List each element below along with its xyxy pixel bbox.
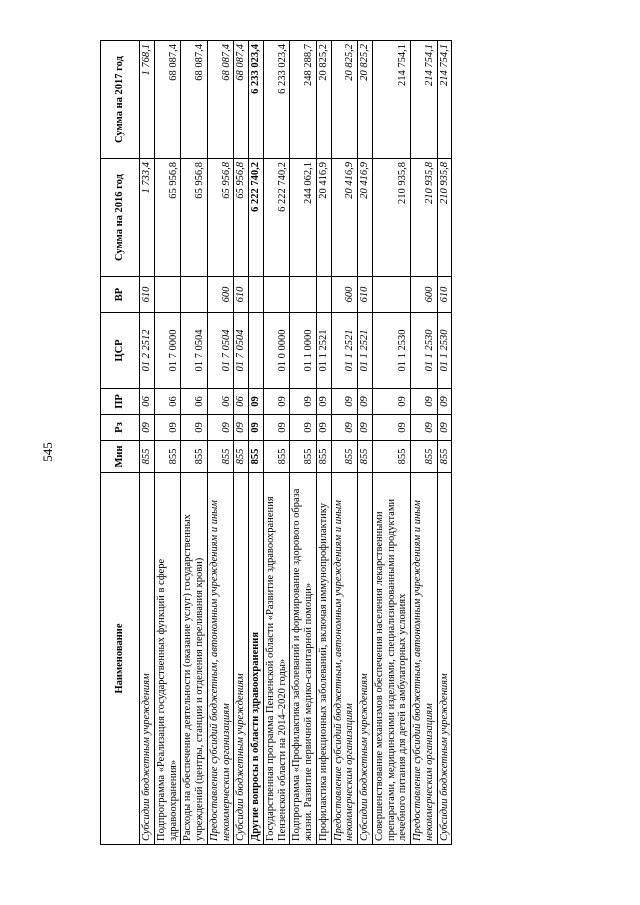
cell-s2016: 6 222 740,2 — [249, 159, 264, 277]
cell-csr: 01 1 2521 — [316, 313, 331, 389]
cell-s2017: 20 825,2 — [316, 41, 331, 159]
cell-pr: 09 — [437, 389, 452, 415]
cell-name: Предоставление субсидий бюджетным, автономным учреждениям и иным некоммерческим организациям — [207, 473, 234, 845]
header-csr: ЦСР — [101, 313, 140, 389]
cell-csr: 01 1 2530 — [437, 313, 452, 389]
header-name: Наименование — [101, 473, 140, 845]
cell-pr: 06 — [154, 389, 181, 415]
cell-name: Совершенствование механизмов обеспечения населения лекарственными препаратами, медицинскими изделиями, специализированными продуктами лечебного питания для детей в амбулаторных условиях — [372, 473, 410, 845]
cell-pr: 09 — [249, 389, 264, 415]
cell-min: 855 — [181, 441, 208, 473]
cell-s2017: 214 754,1 — [411, 41, 438, 159]
cell-s2016: 65 956,8 — [181, 159, 208, 277]
cell-min: 855 — [249, 441, 264, 473]
header-row — [101, 41, 140, 845]
cell-rz: 09 — [263, 415, 290, 441]
cell-vr: 610 — [358, 277, 373, 313]
table-row — [290, 41, 317, 845]
cell-rz: 09 — [411, 415, 438, 441]
cell-name: Подпрограмма «Реализация государственных функций в сфере здравоохранения» — [154, 473, 181, 845]
header-vr: ВР — [101, 277, 140, 313]
cell-s2016: 65 956,8 — [234, 159, 249, 277]
cell-s2017: 20 825,2 — [331, 41, 358, 159]
cell-pr: 06 — [234, 389, 249, 415]
cell-min: 855 — [207, 441, 234, 473]
cell-min: 855 — [358, 441, 373, 473]
rotated-page — [100, 41, 540, 845]
cell-vr — [181, 277, 208, 313]
cell-pr: 09 — [372, 389, 410, 415]
cell-name: Другие вопросы в области здравоохранения — [249, 473, 264, 845]
cell-rz: 09 — [372, 415, 410, 441]
cell-s2016: 210 935,8 — [437, 159, 452, 277]
budget-table — [100, 40, 452, 845]
cell-pr: 09 — [290, 389, 317, 415]
cell-min: 855 — [154, 441, 181, 473]
cell-rz: 09 — [140, 415, 155, 441]
header-sum-2017: Сумма на 2017 год — [101, 41, 140, 159]
cell-s2017: 68 087,4 — [154, 41, 181, 159]
cell-name: Субсидии бюджетным учреждениям — [358, 473, 373, 845]
cell-min: 855 — [331, 441, 358, 473]
table-row — [140, 41, 155, 845]
table-row — [437, 41, 452, 845]
table-row — [249, 41, 264, 845]
cell-pr: 06 — [181, 389, 208, 415]
cell-vr — [290, 277, 317, 313]
table-row — [154, 41, 181, 845]
cell-min: 855 — [437, 441, 452, 473]
cell-pr: 09 — [263, 389, 290, 415]
cell-name: Предоставление субсидий бюджетным, автономным учреждениям и иным некоммерческим организациям — [331, 473, 358, 845]
cell-rz: 09 — [234, 415, 249, 441]
cell-min: 855 — [234, 441, 249, 473]
cell-vr — [263, 277, 290, 313]
cell-csr: 01 1 2521 — [331, 313, 358, 389]
cell-csr: 01 1 2530 — [372, 313, 410, 389]
cell-s2017: 68 087,4 — [234, 41, 249, 159]
table-row — [372, 41, 410, 845]
cell-pr: 09 — [331, 389, 358, 415]
cell-vr — [249, 277, 264, 313]
cell-rz: 09 — [207, 415, 234, 441]
cell-vr: 610 — [234, 277, 249, 313]
cell-min: 855 — [263, 441, 290, 473]
cell-csr: 01 1 0000 — [290, 313, 317, 389]
table-row — [181, 41, 208, 845]
cell-min: 855 — [411, 441, 438, 473]
cell-csr: 01 1 2530 — [411, 313, 438, 389]
cell-pr: 09 — [358, 389, 373, 415]
cell-name: Государственная программа Пензенской области «Развитие здравоохранения Пензенской области на 2014–2020 годы» — [263, 473, 290, 845]
cell-min: 855 — [290, 441, 317, 473]
cell-s2017: 68 087,4 — [207, 41, 234, 159]
header-sum-2016: Сумма на 2016 год — [101, 159, 140, 277]
cell-name: Субсидии бюджетным учреждениям — [234, 473, 249, 845]
table-row — [331, 41, 358, 845]
cell-s2017: 214 754,1 — [437, 41, 452, 159]
table-row — [411, 41, 438, 845]
cell-s2016: 20 416,9 — [316, 159, 331, 277]
table-row — [316, 41, 331, 845]
cell-s2016: 1 733,4 — [140, 159, 155, 277]
cell-name: Профилактика инфекционных заболеваний, включая иммунопрофилактику — [316, 473, 331, 845]
cell-s2017: 6 233 023,4 — [263, 41, 290, 159]
table-row — [234, 41, 249, 845]
cell-rz: 09 — [331, 415, 358, 441]
cell-name: Субсидии бюджетным учреждениям — [437, 473, 452, 845]
cell-pr: 09 — [316, 389, 331, 415]
cell-rz: 09 — [290, 415, 317, 441]
cell-csr: 01 1 2521 — [358, 313, 373, 389]
cell-rz: 09 — [249, 415, 264, 441]
cell-s2017: 1 768,1 — [140, 41, 155, 159]
cell-vr: 600 — [331, 277, 358, 313]
cell-name: Субсидии бюджетным учреждениям — [140, 473, 155, 845]
table-row — [358, 41, 373, 845]
cell-s2016: 20 416,9 — [358, 159, 373, 277]
cell-rz: 09 — [358, 415, 373, 441]
cell-rz: 09 — [437, 415, 452, 441]
cell-csr: 01 7 0504 — [207, 313, 234, 389]
table-row — [263, 41, 290, 845]
cell-s2017: 214 754,1 — [372, 41, 410, 159]
cell-rz: 09 — [181, 415, 208, 441]
cell-vr: 600 — [411, 277, 438, 313]
cell-csr: 01 7 0504 — [181, 313, 208, 389]
cell-s2016: 6 222 740,2 — [263, 159, 290, 277]
cell-csr: 01 0 0000 — [263, 313, 290, 389]
cell-s2017: 6 233 023,4 — [249, 41, 264, 159]
cell-s2017: 248 288,7 — [290, 41, 317, 159]
cell-name: Подпрограмма «Профилактика заболеваний и формирование здорового образа жизни. Развитие первичной медико-санитарной помощи» — [290, 473, 317, 845]
cell-s2016: 65 956,8 — [154, 159, 181, 277]
header-rz: Рз — [101, 415, 140, 441]
cell-s2017: 20 825,2 — [358, 41, 373, 159]
cell-vr: 600 — [207, 277, 234, 313]
cell-s2016: 244 062,1 — [290, 159, 317, 277]
cell-rz: 09 — [316, 415, 331, 441]
cell-vr: 610 — [437, 277, 452, 313]
cell-csr: 01 7 0504 — [234, 313, 249, 389]
cell-s2016: 65 956,8 — [207, 159, 234, 277]
cell-min: 855 — [140, 441, 155, 473]
cell-name: Расходы на обеспечение деятельности (оказание услуг) государственных учреждений (центры, станции и отделения переливания крови) — [181, 473, 208, 845]
cell-rz: 09 — [154, 415, 181, 441]
cell-s2016: 210 935,8 — [411, 159, 438, 277]
cell-csr — [249, 313, 264, 389]
cell-vr — [372, 277, 410, 313]
cell-pr: 06 — [207, 389, 234, 415]
cell-s2017: 68 087,4 — [181, 41, 208, 159]
cell-pr: 09 — [411, 389, 438, 415]
table-row — [207, 41, 234, 845]
cell-vr — [154, 277, 181, 313]
cell-min: 855 — [372, 441, 410, 473]
header-min: Мин — [101, 441, 140, 473]
cell-min: 855 — [316, 441, 331, 473]
cell-vr: 610 — [140, 277, 155, 313]
cell-csr: 01 2 2512 — [140, 313, 155, 389]
cell-s2016: 210 935,8 — [372, 159, 410, 277]
cell-pr: 06 — [140, 389, 155, 415]
header-pr: ПР — [101, 389, 140, 415]
cell-name: Предоставление субсидий бюджетным, автономным учреждениям и иным некоммерческим организациям — [411, 473, 438, 845]
cell-s2016: 20 416,9 — [331, 159, 358, 277]
cell-csr: 01 7 0000 — [154, 313, 181, 389]
page-number: 545 — [39, 442, 55, 462]
cell-vr — [316, 277, 331, 313]
